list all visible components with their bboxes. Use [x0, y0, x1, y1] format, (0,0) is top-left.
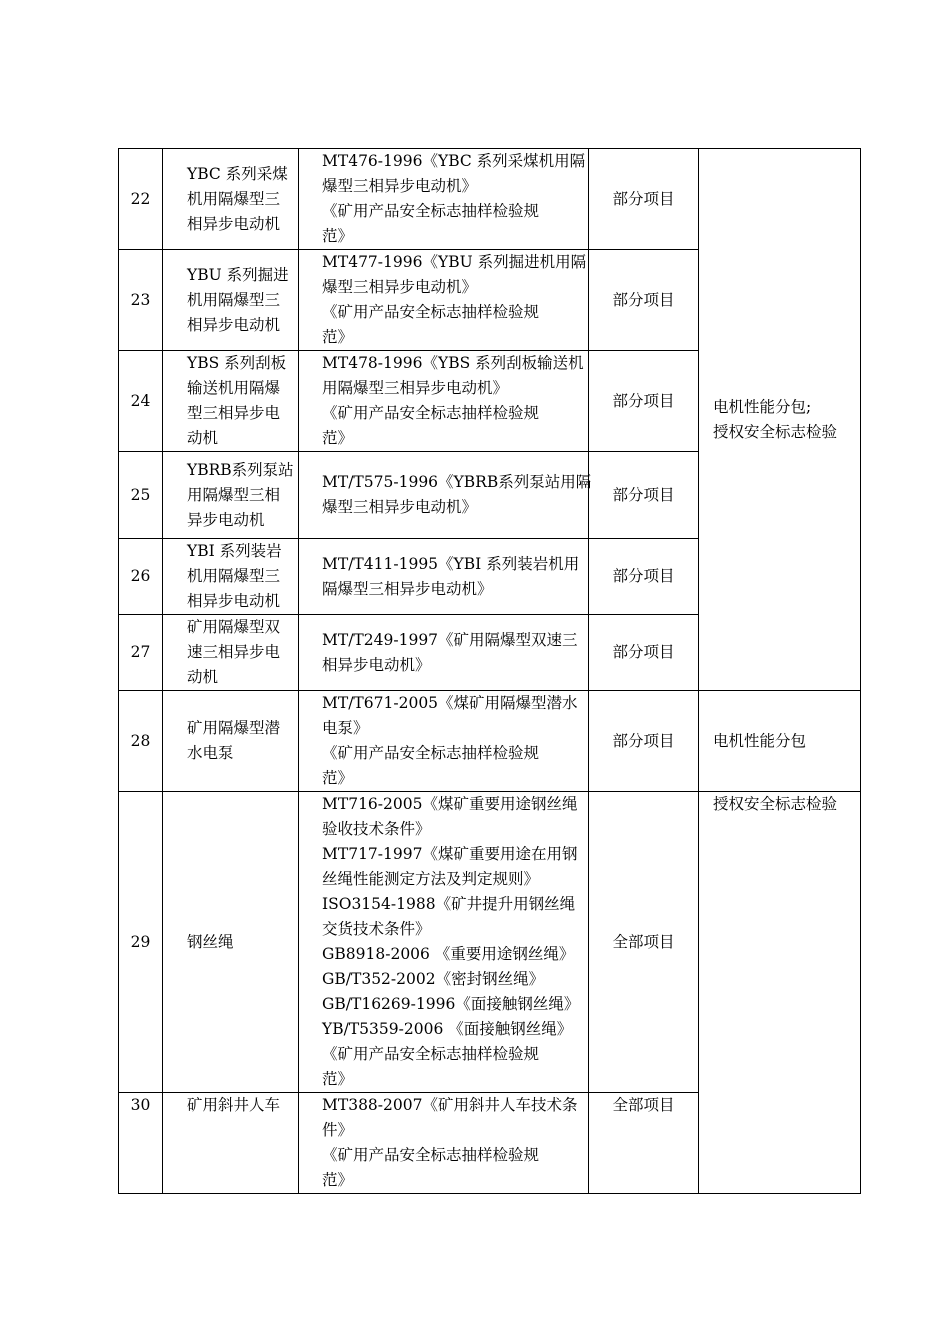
- standard-text: MT478-1996《YBS 系列刮板输送机 用隔爆型三相异步电动机》 《矿用产品安全标志抽样检验规 范》: [299, 351, 589, 452]
- product-name: 钢丝绳: [163, 792, 299, 1093]
- test-scope: 部分项目: [589, 149, 699, 250]
- row-number: 24: [119, 351, 163, 452]
- row-number: 27: [119, 615, 163, 691]
- standard-text: MT/T249-1997《矿用隔爆型双速三 相异步电动机》: [299, 615, 589, 691]
- standards-table: [118, 148, 861, 1194]
- product-name: YBS 系列刮板 输送机用隔爆 型三相异步电 动机: [163, 351, 299, 452]
- product-name: 矿用隔爆型双 速三相异步电 动机: [163, 615, 299, 691]
- row-number: 23: [119, 250, 163, 351]
- test-scope: 部分项目: [589, 250, 699, 351]
- row-number: 25: [119, 452, 163, 539]
- product-name: YBU 系列掘进 机用隔爆型三 相异步电动机: [163, 250, 299, 351]
- standard-text: MT/T671-2005《煤矿用隔爆型潜水 电泵》 《矿用产品安全标志抽样检验规 范》: [299, 691, 589, 792]
- row-number: 28: [119, 691, 163, 792]
- standard-text: MT/T575-1996《YBRB系列泵站用隔 爆型三相异步电动机》: [299, 452, 589, 539]
- product-name: YBI 系列装岩 机用隔爆型三 相异步电动机: [163, 539, 299, 615]
- remark-group-b: 电机性能分包: [699, 691, 861, 792]
- remark-group-a: 电机性能分包; 授权安全标志检验: [699, 149, 861, 691]
- product-name: 矿用隔爆型潜 水电泵: [163, 691, 299, 792]
- table-row: [119, 792, 861, 1093]
- product-name: YBC 系列采煤 机用隔爆型三 相异步电动机: [163, 149, 299, 250]
- standard-text: MT477-1996《YBU 系列掘进机用隔 爆型三相异步电动机》 《矿用产品安全标志抽样检验规 范》: [299, 250, 589, 351]
- test-scope: 部分项目: [589, 615, 699, 691]
- product-name: 矿用斜井人车: [163, 1093, 299, 1194]
- remark-group-c: 授权安全标志检验: [699, 792, 861, 1194]
- standard-text: MT388-2007《矿用斜井人车技术条 件》 《矿用产品安全标志抽样检验规 范》: [299, 1093, 589, 1194]
- test-scope: 全部项目: [589, 792, 699, 1093]
- row-number: 29: [119, 792, 163, 1093]
- test-scope: 全部项目: [589, 1093, 699, 1194]
- standard-text: MT/T411-1995《YBI 系列装岩机用 隔爆型三相异步电动机》: [299, 539, 589, 615]
- table-row: [119, 691, 861, 792]
- product-name: YBRB系列泵站 用隔爆型三相 异步电动机: [163, 452, 299, 539]
- standard-text: MT476-1996《YBC 系列采煤机用隔 爆型三相异步电动机》 《矿用产品安全标志抽样检验规 范》: [299, 149, 589, 250]
- row-number: 30: [119, 1093, 163, 1194]
- test-scope: 部分项目: [589, 351, 699, 452]
- test-scope: 部分项目: [589, 452, 699, 539]
- test-scope: 部分项目: [589, 539, 699, 615]
- test-scope: 部分项目: [589, 691, 699, 792]
- standard-text: MT716-2005《煤矿重要用途钢丝绳 验收技术条件》 MT717-1997《煤矿重要用途在用钢 丝绳性能测定方法及判定规则》 ISO3154-1988《矿井提升用钢丝绳 交货技术条件》 GB8918-2006 《重要用途钢丝绳》 GB/T352-2002《密封钢丝绳》 GB/T16269-1996《面接触钢丝绳》 YB/T5359-2006 《面接触钢丝绳》 《矿用产品安全标志抽样检验规 范》: [299, 792, 589, 1093]
- table-row: [119, 149, 861, 250]
- row-number: 26: [119, 539, 163, 615]
- row-number: 22: [119, 149, 163, 250]
